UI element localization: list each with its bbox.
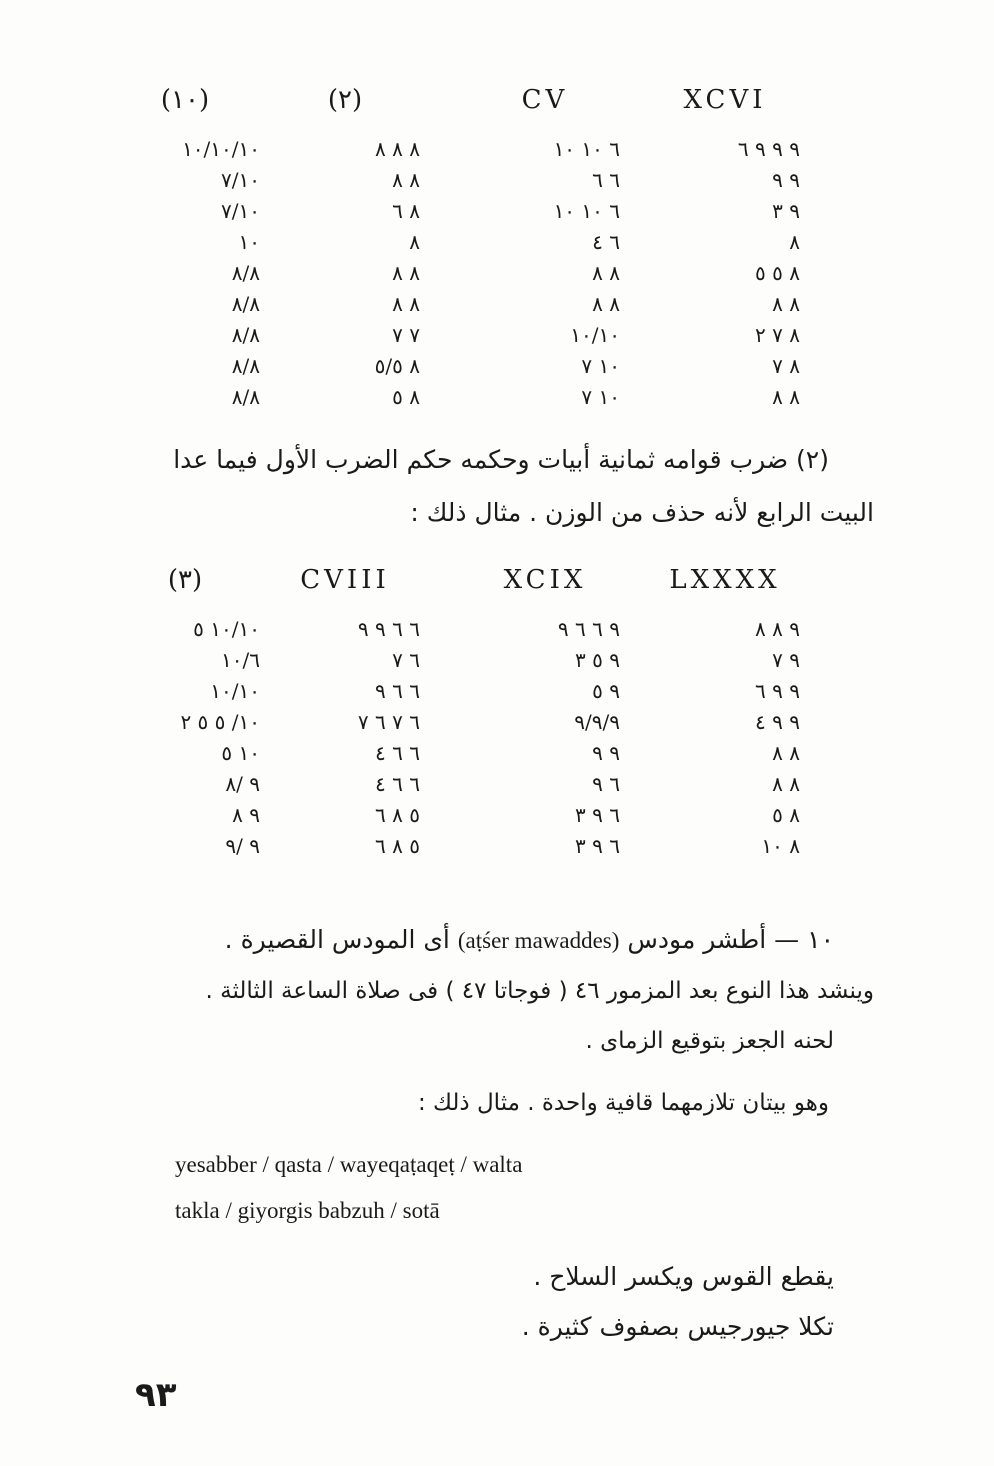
table-cell: ٨/٨	[231, 385, 260, 409]
table-cell: ٨ ٦	[392, 199, 420, 223]
table-cell: ٨ ٨	[772, 741, 800, 765]
column-header: (٣)	[167, 565, 203, 595]
table-cell: ٦ ٧	[392, 648, 420, 672]
table-cell: ٨ ٨	[772, 292, 800, 316]
paragraph-line: البيت الرابع لأنه حذف من الوزن . مثال ذلك :	[410, 498, 874, 527]
table-cell: ٩ ٥	[592, 679, 620, 703]
column-header: CVIII	[300, 565, 390, 595]
table-row	[130, 741, 830, 771]
table-row	[130, 710, 830, 740]
table-cell: ٩ ٨ ٨	[755, 617, 800, 641]
table-cell: ٧/١٠	[221, 199, 260, 223]
table-row	[130, 834, 830, 864]
table-cell: ٦ ٩ ٣	[575, 834, 620, 858]
table-cell: ٨ ٨	[392, 168, 420, 192]
table-cell: ٨ ٨	[392, 292, 420, 316]
section-heading	[225, 925, 834, 954]
table-cell: ١٠/٦	[221, 648, 260, 672]
table-cell: ٨ ٨	[772, 772, 800, 796]
paragraph-line: لحنه الجعز بتوقيع الزماى .	[585, 1028, 834, 1054]
column-header: XCIX	[503, 565, 587, 595]
page-number: ٩٣	[135, 1375, 177, 1415]
table-cell: ٨/٨	[231, 261, 260, 285]
table-cell: ٨ ٧ ٢	[755, 323, 800, 347]
table-row	[130, 385, 830, 415]
table-cell: ٧/١٠	[221, 168, 260, 192]
paragraph-line: (٢) ضرب قوامه ثمانية أبيات وحكمه حكم الضرب الأول فيما عدا	[173, 445, 829, 474]
table-cell: ٨/٨	[231, 292, 260, 316]
table-cell: ٧ ٧	[392, 323, 420, 347]
table-cell: ٨ ٥/٥	[374, 354, 420, 378]
table-cell: ٦ ٦ ٩	[375, 679, 420, 703]
table-cell: ٩/٩/٩	[574, 710, 620, 734]
table-row	[130, 230, 830, 260]
table-cell: ٦ ٧ ٦ ٧	[357, 710, 420, 734]
translation-line: تكلا جيورجيس بصفوف كثيرة .	[521, 1312, 834, 1341]
table-cell: ٨	[409, 230, 420, 254]
table-cell: ٨/٨	[231, 323, 260, 347]
translation-line: يقطع القوس ويكسر السلاح .	[533, 1262, 834, 1291]
table-cell: ٨ ٨	[772, 385, 800, 409]
heading-arabic-2: أى المودس القصيرة .	[224, 925, 450, 954]
table-cell: ٦ ٤	[592, 230, 620, 254]
heading-latin: (aṭśer mawaddes)	[457, 928, 620, 953]
table-cell: ٥ ٨ ٦	[375, 803, 420, 827]
table-cell: ٩ ٩	[592, 741, 620, 765]
table-cell: ٨ ٥	[392, 385, 420, 409]
table-cell: ١٠ ٥	[221, 741, 260, 765]
table-row	[130, 354, 830, 384]
table-cell: ٩ /٨	[225, 772, 260, 796]
table-cell: ١٠ ٧	[581, 354, 620, 378]
table-row	[130, 679, 830, 709]
table-cell: ٦ ٦ ٩ ٩	[357, 617, 420, 641]
table-cell: ١٠/١٠/١٠	[182, 137, 260, 161]
table-cell: ١٠/١٠	[570, 323, 620, 347]
column-header: (١٠)	[160, 85, 210, 115]
column-header: LXXXX	[669, 565, 781, 595]
paragraph-line: وهو بيتان تلازمهما قافية واحدة . مثال ذلك :	[417, 1090, 829, 1116]
table-cell: ٩ ٩ ٩ ٦	[737, 137, 800, 161]
table-cell: ٨ ٥ ٥	[755, 261, 800, 285]
table-cell: ٦ ٦ ٤	[375, 741, 420, 765]
table-header-row	[130, 565, 830, 595]
column-header: CV	[521, 85, 569, 115]
table-cell: ٦ ١٠ ١٠	[553, 199, 620, 223]
table-row	[130, 648, 830, 678]
table-cell: ٩ ٧	[772, 648, 800, 672]
table-cell: ٨ ٨	[592, 292, 620, 316]
table-cell: ٦ ١٠ ١٠	[553, 137, 620, 161]
table-cell: ١٠/١٠	[210, 679, 260, 703]
table-cell: ٦ ٩	[592, 772, 620, 796]
table-cell: ٨ ٨	[392, 261, 420, 285]
table-cell: ٩ /٩	[225, 834, 260, 858]
table-cell: ٨/٨	[231, 354, 260, 378]
table-row	[130, 292, 830, 322]
table-row	[130, 261, 830, 291]
column-header: (٢)	[327, 85, 363, 115]
table-cell: ٨	[789, 230, 800, 254]
table-cell: ١٠	[238, 230, 260, 254]
table-cell: ٩ ٣	[772, 199, 800, 223]
table-cell: ٦ ٦	[592, 168, 620, 192]
table-cell: ٩ ٦ ٦ ٩	[557, 617, 620, 641]
heading-arabic: ١٠ — أطشر مودس	[627, 925, 834, 954]
table-cell: ٦ ٩ ٣	[575, 803, 620, 827]
table-row	[130, 137, 830, 167]
table-cell: ٩ ٩ ٤	[755, 710, 800, 734]
table-row	[130, 803, 830, 833]
table-row	[130, 772, 830, 802]
paragraph-line: وينشد هذا النوع بعد المزمور ٤٦ ( فوجاتا ٤٧ ) فى صلاة الساعة الثالثة .	[205, 978, 874, 1004]
column-header: XCVI	[683, 85, 767, 115]
table-cell: ٨ ٨	[592, 261, 620, 285]
table-cell: ١٠/١٠ ٥	[193, 617, 260, 641]
table-cell: ٦ ٦ ٤	[375, 772, 420, 796]
table-cell: ٨ ١٠	[761, 834, 800, 858]
table-row	[130, 323, 830, 353]
table-cell: ١٠ ٧	[581, 385, 620, 409]
table-row	[130, 199, 830, 229]
table-cell: ٩ ٥ ٣	[575, 648, 620, 672]
transliteration-line: yesabber / qasta / wayeqaṭaqeṭ / walta	[175, 1152, 523, 1177]
table-cell: ٨ ٥	[772, 803, 800, 827]
table-cell: ٩ ٨	[232, 803, 260, 827]
table-cell: ٨ ٧	[772, 354, 800, 378]
table-row	[130, 617, 830, 647]
table-cell: ٥ ٨ ٦	[375, 834, 420, 858]
transliteration-line: takla / giyorgis babzuh / sotā	[175, 1198, 440, 1223]
table-header-row	[130, 85, 830, 115]
table-cell: ٩ ٩	[772, 168, 800, 192]
table-row	[130, 168, 830, 198]
table-cell: ٨ ٨ ٨	[375, 137, 420, 161]
table-cell: ١٠/ ٥ ٥ ٢	[180, 710, 260, 734]
table-cell: ٩ ٩ ٦	[755, 679, 800, 703]
